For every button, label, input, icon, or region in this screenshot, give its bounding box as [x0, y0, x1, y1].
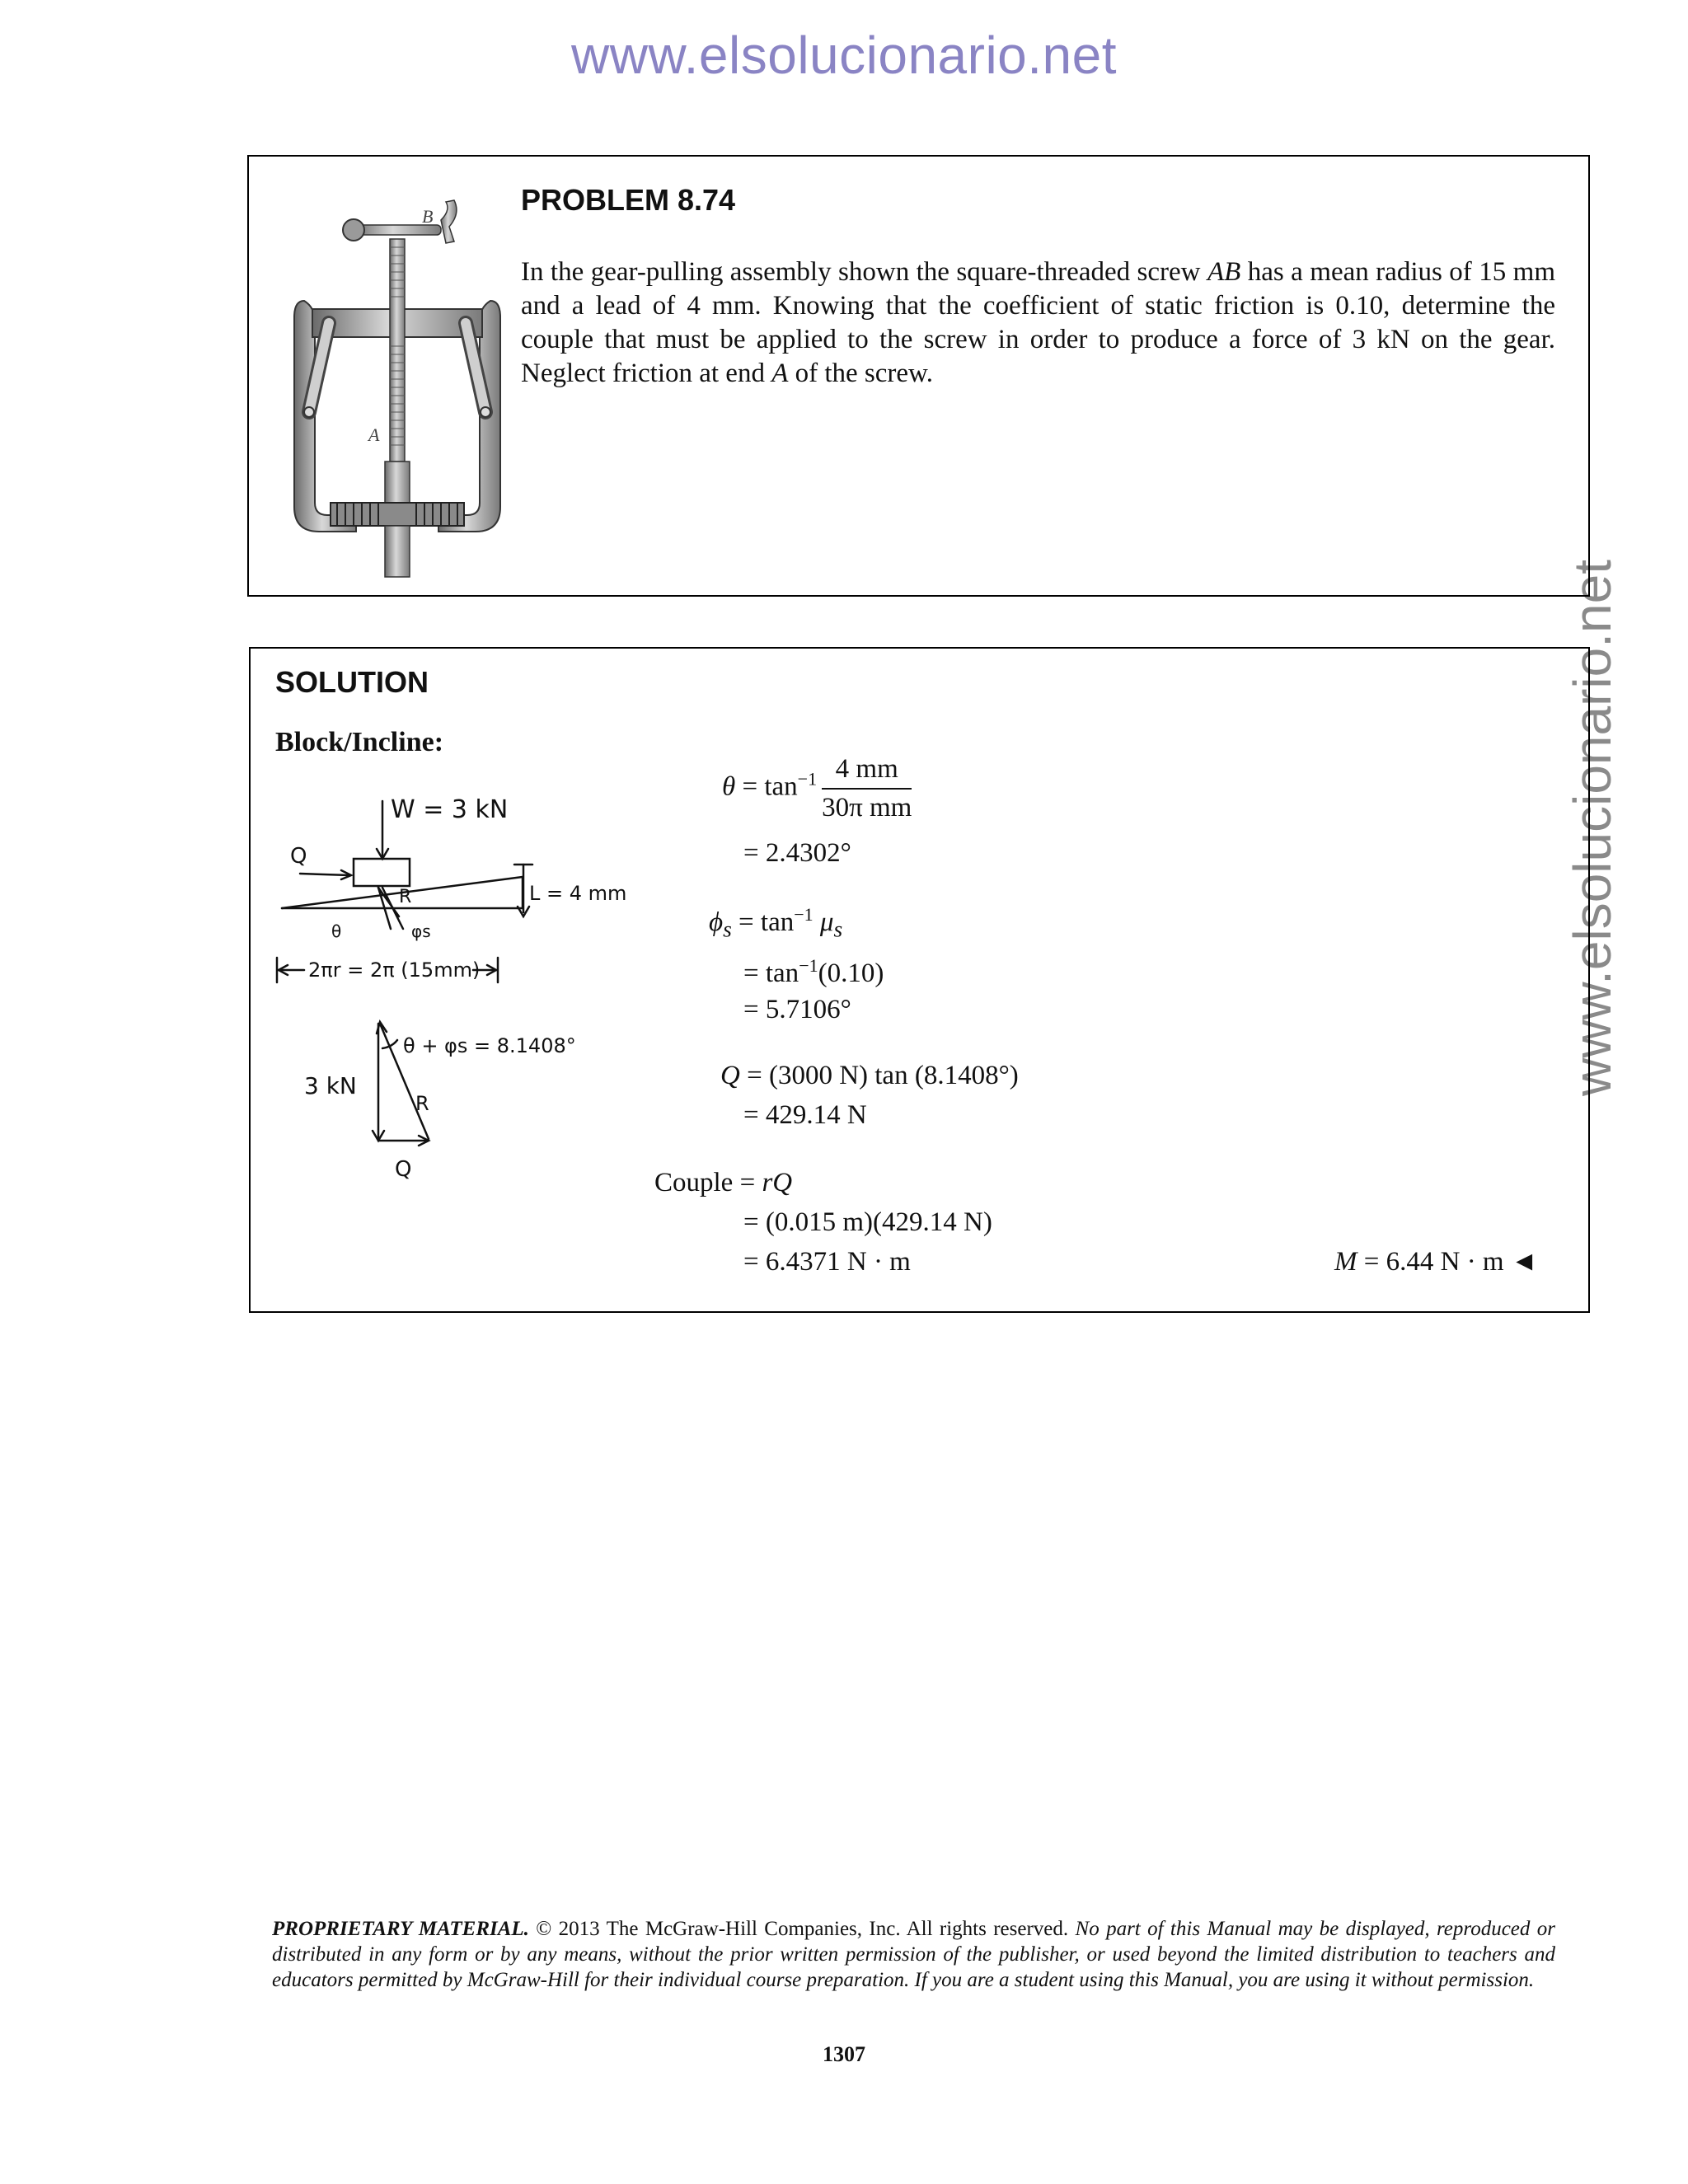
sketch2-angle: θ + φs = 8.1408° [403, 1034, 576, 1057]
problem-statement: In the gear-pulling assembly shown the square-threaded screw AB has a mean radius of 15 mm and a lead of 4 mm. Knowing that the coefficient of static friction is 0.10, determine the couple that must be applied to the screw in order to produce a force of 3 kN on the gear. Neglect friction at end A of the screw. [521, 257, 1555, 388]
label-b: B [422, 206, 434, 227]
problem-box [247, 155, 1590, 597]
solution-box [249, 647, 1590, 1313]
eq-q-value: = 429.14 N [743, 1100, 867, 1130]
sketch2-r: R [415, 1092, 429, 1115]
label-a: A [368, 424, 380, 445]
eq-phi-value: = 5.7106° [743, 995, 851, 1024]
sketch1-w: W = 3 kN [391, 795, 509, 824]
solution-title: SOLUTION [275, 665, 429, 699]
sketch2-force: 3 kN [304, 1072, 357, 1099]
eq-couple-step: = (0.015 m)(429.14 N) [743, 1207, 992, 1237]
eq-couple-value: = 6.4371 N · m [743, 1247, 911, 1277]
sketch1-base: 2πr = 2π (15mm) [308, 958, 481, 982]
theta-fraction: $\frac{4 mm}{\text{30π mm}}$ [822, 754, 912, 823]
gear-puller-figure [278, 177, 517, 589]
page-number: 1307 [823, 2042, 865, 2066]
sketch1-theta: θ [331, 921, 342, 941]
sketch1-l: L = 4 mm [529, 882, 627, 905]
eq-theta: $\theta = \tan^{-1}$ $\frac{4 mm}{\text{30π mm}}$ [722, 754, 912, 823]
sketch1-r: R [399, 887, 412, 907]
copyright-footer: PROPRIETARY MATERIAL. © 2013 The McGraw-Hill Companies, Inc. All rights reserved. No part of this Manual may be displayed, reproduced or distributed in any form or by any means, without the prior written permission of the publisher, or used beyond the limited distribution to teachers and educators permitted by McGraw-Hill for their individual course preparation. If you are a student using this Manual, you are using it without permission. [272, 1918, 1556, 1991]
incline-sketch [267, 785, 630, 999]
final-answer: M = 6.44 N · m ◄ [1334, 1247, 1538, 1277]
sketch2-q: Q [395, 1157, 412, 1182]
force-triangle-sketch [267, 1015, 630, 1205]
watermark-top[interactable]: www.elsolucionario.net [571, 26, 1117, 85]
sketch1-q: Q [290, 844, 307, 869]
solution-subtitle: Block/Incline: [275, 727, 444, 757]
problem-title: PROBLEM 8.74 [521, 183, 736, 217]
eq-phi: $\phi_s = \tan^{-1} \mu_s$ [709, 904, 843, 942]
sketch1-phi: φs [411, 921, 431, 941]
eq-q: Q = (3000 N) tan (8.1408°) [720, 1061, 1019, 1090]
eq-couple: Couple = rQ [654, 1168, 793, 1197]
eq-theta-value: = 2.4302° [743, 838, 851, 868]
watermark-side[interactable]: www.elsolucionario.net [1563, 560, 1622, 1096]
eq-phi-step: = $\tan^{-1}(0.10)$ [743, 955, 884, 988]
